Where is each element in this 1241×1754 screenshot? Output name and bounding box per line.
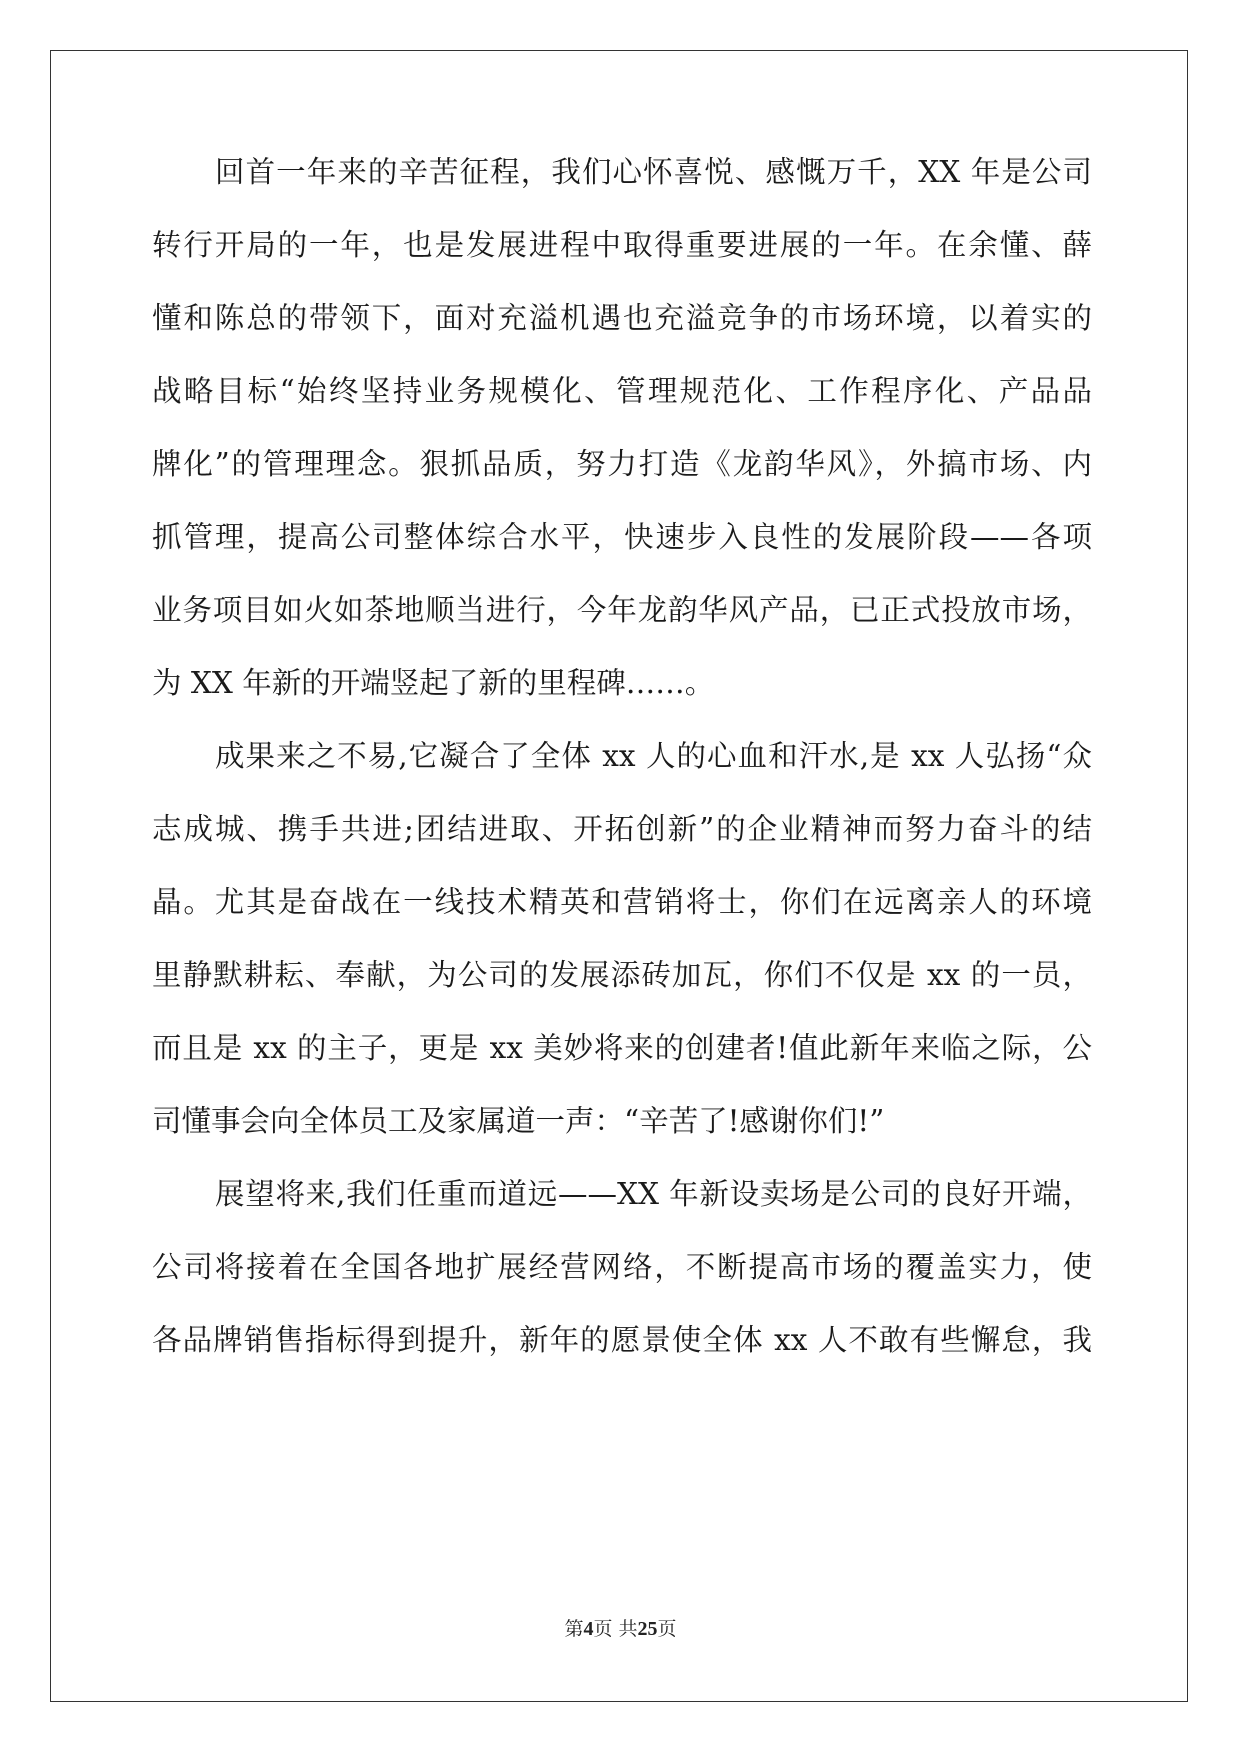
paragraph-1-line-8: 为 XX 年新的开端竖起了新的里程碑……。 [152,666,715,700]
page-footer [0,1617,1241,1641]
paragraph-2-line-4: 里静默耕耘、奉献，为公司的发展添砖加瓦，你们不仅是 xx 的一员， [152,958,1092,992]
paragraph-2-line-2: 志成城、携手共进;团结进取、开拓创新”的企业精神而努力奋斗的结 [152,812,1092,846]
paragraph-3-line-3: 各品牌销售指标得到提升，新年的愿景使全体 xx 人不敢有些懈怠，我 [152,1323,1092,1357]
paragraph-1-line-3: 懂和陈总的带领下，面对充溢机遇也充溢竞争的市场环境，以着实的 [152,301,1092,335]
paragraph-1-line-6: 抓管理，提高公司整体综合水平，快速步入良性的发展阶段——各项 [152,520,1092,554]
paragraph-1-line-2: 转行开局的一年，也是发展进程中取得重要进展的一年。在余懂、薛 [152,228,1092,262]
paragraph-1-line-5: 牌化”的管理理念。狠抓品质，努力打造《龙韵华风》，外搞市场、内 [152,447,1092,481]
footer-prefix: 第 [564,1618,584,1640]
paragraph-1-line-7: 业务项目如火如茶地顺当进行，今年龙韵华风产品，已正式投放市场， [152,593,1092,627]
paragraph-2-line-1: 成果来之不易,它凝合了全体 xx 人的心血和汗水,是 xx 人弘扬“众 [215,739,1092,773]
paragraph-2-line-3: 晶。尤其是奋战在一线技术精英和营销将士，你们在远离亲人的环境 [152,885,1092,919]
paragraph-1-line-4: 战略目标“始终坚持业务规模化、管理规范化、工作程序化、产品品 [152,374,1092,408]
paragraph-2-line-5: 而且是 xx 的主子，更是 xx 美妙将来的创建者!值此新年来临之际，公 [152,1031,1092,1065]
footer-suffix: 页 [657,1618,677,1640]
current-page-number: 4 [583,1618,594,1640]
paragraph-3-line-2: 公司将接着在全国各地扩展经营网络，不断提高市场的覆盖实力，使 [152,1250,1092,1284]
total-pages-number: 25 [637,1618,658,1640]
paragraph-3-line-1: 展望将来,我们任重而道远——XX 年新设卖场是公司的良好开端， [215,1177,1092,1211]
footer-mid: 页 共 [593,1618,638,1640]
paragraph-2-line-6: 司懂事会向全体员工及家属道一声：“辛苦了!感谢你们!” [152,1104,885,1138]
paragraph-1-line-1: 回首一年来的辛苦征程，我们心怀喜悦、感慨万千，XX 年是公司 [215,155,1092,189]
